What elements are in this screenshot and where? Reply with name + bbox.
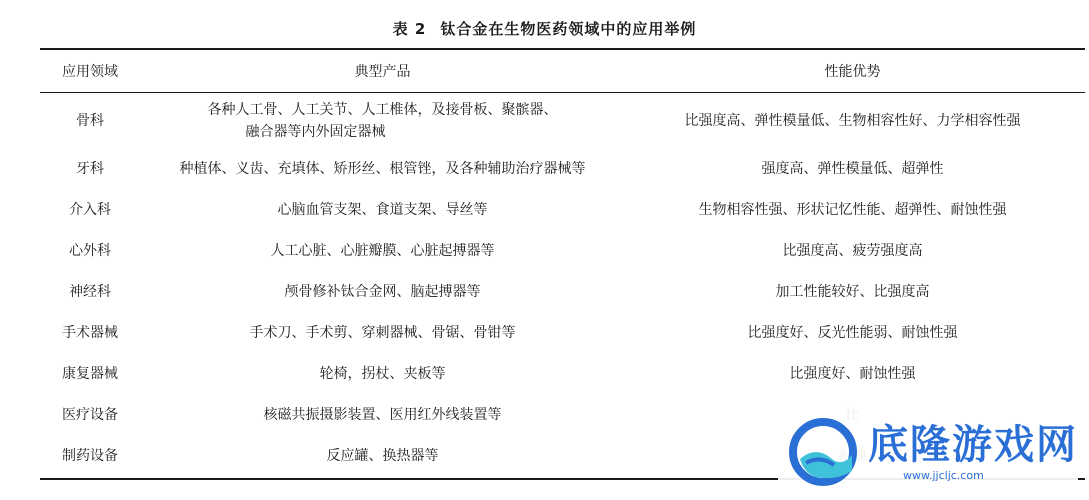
- watermark-logo-icon: [786, 415, 860, 489]
- row-products: 轮椅，拐杖、夹板等: [319, 366, 446, 382]
- row-products-line1: 各种人工骨、人工关节、人工椎体，及接骨板、聚髌器、: [207, 102, 558, 118]
- table-row: [40, 96, 1085, 146]
- table-row: [40, 314, 1085, 352]
- row-products-line2: 融合器等内外固定器械: [245, 124, 386, 140]
- row-products: 手术刀、手术剪、穿刺器械、骨锯、骨钳等: [249, 325, 516, 341]
- row-advantages: 比强度好、反光性能弱、耐蚀性强: [747, 325, 958, 341]
- row-advantages: 生物相容性强、形状记忆性能、超弹性、耐蚀性强: [698, 202, 1007, 218]
- row-field: 康复器械: [62, 366, 118, 382]
- row-products: 心脑血管支架、食道支架、导丝等: [277, 202, 488, 218]
- row-field: 骨科: [76, 113, 104, 129]
- table-row: [40, 150, 1085, 188]
- row-products: [145, 96, 620, 146]
- row-field: 介入科: [69, 202, 111, 218]
- table-row: [40, 191, 1085, 229]
- table-number: 表 2: [392, 20, 427, 38]
- watermark-brand: 底隆游戏网: [868, 422, 1078, 468]
- header-field: 应用领域: [62, 64, 118, 80]
- row-products: 反应罐、换热器等: [326, 448, 439, 464]
- table-header-row: [40, 54, 1085, 90]
- row-advantages: 比强度高、弹性模量低、生物相容性好、力学相容性强: [684, 113, 1021, 129]
- header-advantages: 性能优势: [824, 64, 881, 80]
- row-products: 核磁共振摄影装置、医用红外线装置等: [263, 407, 502, 423]
- row-advantages: 比强度好、耐蚀性强: [789, 366, 916, 382]
- row-products: 人工心脏、心脏瓣膜、心脏起搏器等: [270, 243, 495, 259]
- row-field: 神经科: [69, 284, 111, 300]
- watermark: [778, 405, 1078, 500]
- watermark-url: www.jjcljc.com: [903, 469, 984, 482]
- table-top-rule: [40, 48, 1085, 50]
- table-row: [40, 355, 1085, 393]
- row-field: 牙科: [76, 161, 104, 177]
- row-field: 医疗设备: [62, 407, 118, 423]
- table-row: [40, 232, 1085, 270]
- row-advantages: 比强度高、疲劳强度高: [782, 243, 923, 259]
- header-products: 典型产品: [354, 64, 411, 80]
- row-field: 制药设备: [62, 448, 118, 464]
- table-header-rule: [40, 92, 1085, 93]
- row-field: 手术器械: [62, 325, 118, 341]
- table-title: [0, 18, 1089, 39]
- row-products: 种植体、义齿、充填体、矫形丝、根管锉，及各种辅助治疗器械等: [179, 161, 586, 177]
- row-advantages: 加工性能较好、比强度高: [775, 284, 930, 300]
- row-advantages: 强度高、弹性模量低、超弹性: [761, 161, 944, 177]
- table-row: [40, 273, 1085, 311]
- row-products: 颅骨修补钛合金网、脑起搏器等: [284, 284, 481, 300]
- row-field: 心外科: [69, 243, 111, 259]
- table-title-text: 钛合金在生物医药领域中的应用举例: [440, 20, 697, 38]
